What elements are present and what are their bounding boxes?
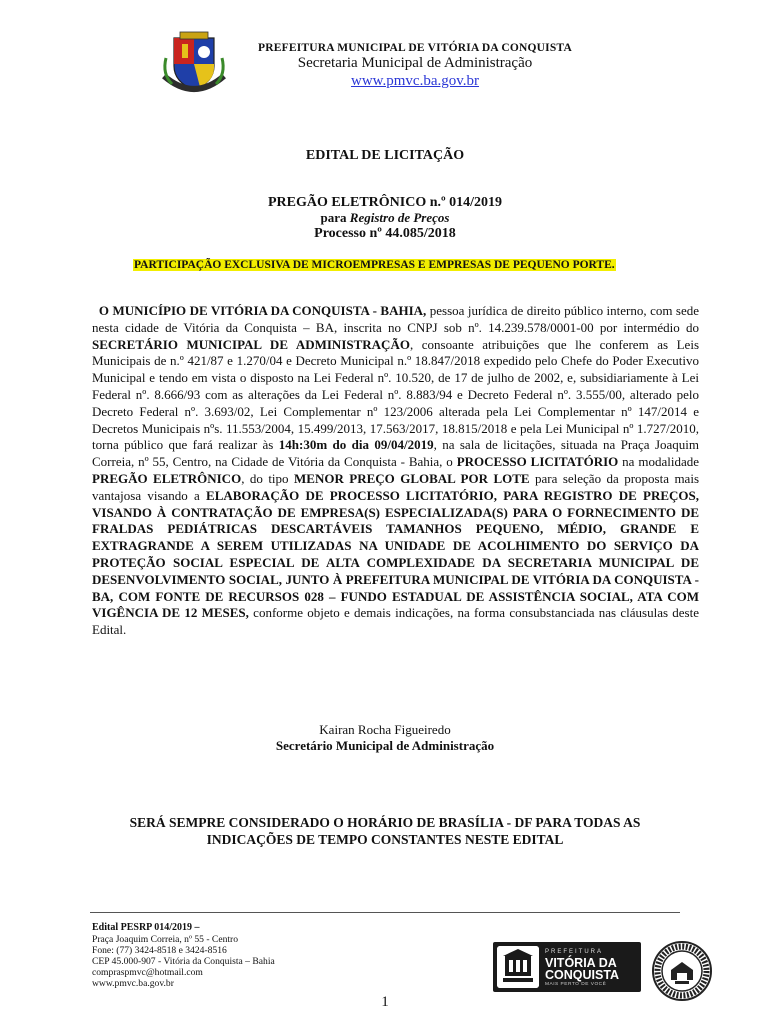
body-text-5: , do tipo xyxy=(241,470,294,486)
footer-website[interactable]: www.pmvc.ba.gov.br xyxy=(92,978,174,989)
header-secretaria: Secretaria Municipal de Administração xyxy=(297,55,533,71)
timezone-notice-line2: INDICAÇÕES DE TEMPO CONSTANTES NESTE EDITAL xyxy=(206,832,564,847)
signer-name: Kairan Rocha Figueiredo xyxy=(319,722,451,737)
processo-number: Processo nº 44.085/2018 xyxy=(314,226,456,241)
datetime-bold: 14h:30m do dia 09/04/2019 xyxy=(278,437,434,453)
municipio-bold: O MUNICÍPIO DE VITÓRIA DA CONQUISTA - BAHIA, xyxy=(98,303,427,318)
body-text-7: conforme objeto e demais indicações, na forma consubstanciada nas cláusulas deste Edital. xyxy=(92,605,699,638)
logo-tagline: MAIS PERTO DE VOCÊ xyxy=(545,982,607,987)
logo-vitoria-text: VITÓRIA DA xyxy=(545,956,617,970)
timezone-notice-line1: SERÁ SEMPRE CONSIDERADO O HORÁRIO DE BRASÍLIA - DF PARA TODAS AS xyxy=(129,815,641,830)
preamble-paragraph xyxy=(92,303,699,639)
signer-role: Secretário Municipal de Administração xyxy=(275,738,495,753)
header-website-link[interactable]: www.pmvc.ba.gov.br xyxy=(350,73,480,89)
page-number: 1 xyxy=(381,994,389,1010)
footer-email[interactable]: compraspmvc@hotmail.com xyxy=(92,967,203,978)
objeto-bold: ELABORAÇÃO DE PROCESSO LICITATÓRIO, PARA REGISTRO DE PREÇOS, VISANDO À CONTRATAÇÃO DE EMPRESA(S) ESPECIALIZADA(S) PARA O FORNECIMENTO DE FRALDAS PEDIÁTRICAS DESCARTÁVEIS TAMANHOS PEQUENO, MÉDIO, GRANDE E EXTRAGRANDE A SEREM UTILIZADAS NA UNIDADE DE ACOLHIMENTO DO SERVIÇO DA PROTEÇÃO SOCIAL ESPECIAL DE ALTA COMPLEXIDADE DA SECRETARIA MUNICIPAL DE DESENVOLVIMENTO SOCIAL, JUNTO À PREFEITURA MUNICIPAL DE VITÓRIA DA CONQUISTA - BA, COM FONTE DE RECURSOS 028 – FUNDO ESTADUAL DE ASSISTÊNCIA SOCIAL, ATA COM VIGÊNCIA DE 12 MESES, xyxy=(92,487,699,621)
processo-licitatorio-bold: PROCESSO LICITATÓRIO xyxy=(456,454,619,470)
footer-cep: CEP 45.000-907 - Vitória da Conquista – Bahia xyxy=(92,956,275,967)
exclusive-participation-banner: PARTICIPAÇÃO EXCLUSIVA DE MICROEMPRESAS E EMPRESAS DE PEQUENO PORTE. xyxy=(134,259,615,271)
registro-precos-line xyxy=(90,210,680,226)
footer-divider xyxy=(90,912,680,913)
tipo-bold: MENOR PREÇO GLOBAL POR LOTE xyxy=(294,470,530,486)
secretaria-bold: SECRETÁRIO MUNICIPAL DE ADMINISTRAÇÃO xyxy=(92,336,410,352)
pregao-number: PREGÃO ELETRÔNICO n.º 014/2019 xyxy=(267,195,503,210)
body-text-1: pessoa jurídica de direito público interno, com sede nesta cidade de Vitória da Conquista – BA, inscrita no CNPJ sob nº. 14.239.578/0001-00 por intermédio do xyxy=(92,303,700,335)
modalidade-bold: PREGÃO ELETRÔNICO xyxy=(92,470,242,486)
logo-conquista-text: CONQUISTA xyxy=(545,968,620,982)
vitoria-da-conquista-logo xyxy=(493,942,641,992)
city-emblem-icon xyxy=(497,946,539,988)
para-prefix: para xyxy=(320,210,350,225)
registro-precos-italic: Registro de Preços xyxy=(349,210,450,225)
logo-prefeitura-text: PREFEITURA xyxy=(545,949,604,955)
document-title: EDITAL DE LICITAÇÃO xyxy=(305,148,465,163)
footer-address: Praça Joaquim Correia, nº 55 - Centro xyxy=(92,934,239,945)
body-text-3: , na sala de licitações, situada na Praça Joaquim Correia, nº 55, Centro, na Cidade de Vitória da Conquista - Bahia, o xyxy=(92,437,699,470)
body-text-6: para seleção da proposta mais vantajosa visando a xyxy=(92,470,699,503)
footer-edital-ref: Edital PESRP 014/2019 – xyxy=(92,922,200,933)
header-prefeitura: PREFEITURA MUNICIPAL DE VITÓRIA DA CONQUISTA xyxy=(258,42,572,54)
footer-phone: Fone: (77) 3424-8518 e 3424-8516 xyxy=(92,945,227,956)
body-text-4: na modalidade xyxy=(618,454,699,470)
secretaria-seal-icon xyxy=(651,940,713,1002)
body-text-2: , consoante atribuições que lhe conferem as Leis Municipais de n.º 421/87 e 1.270/04 e Decreto Municipal n.º 18.847/2018 expedido pelo Chefe do Poder Executivo Municipal e tendo em vista o disposto na Lei Federal nº. 10.520, de 17 de julho de 2002, e, subsidiariamente à Lei Federal nº. 8.666/93 com as alterações da Lei Federal nº. 8.883/94 e Decreto Federal nº. 3.555/00, alterado pelo Decreto Federal nº. 3.693/02, Lei Complementar nº 123/2006 alterada pela Lei Complementar nº 147/2014 e Decretos Municipais nºs. 11.553/2004, 15.499/2013, 17.563/2017, 18.815/2018 e pela Lei Municipal nº 1.727/2010, torna público que fará realizar às xyxy=(92,336,699,453)
